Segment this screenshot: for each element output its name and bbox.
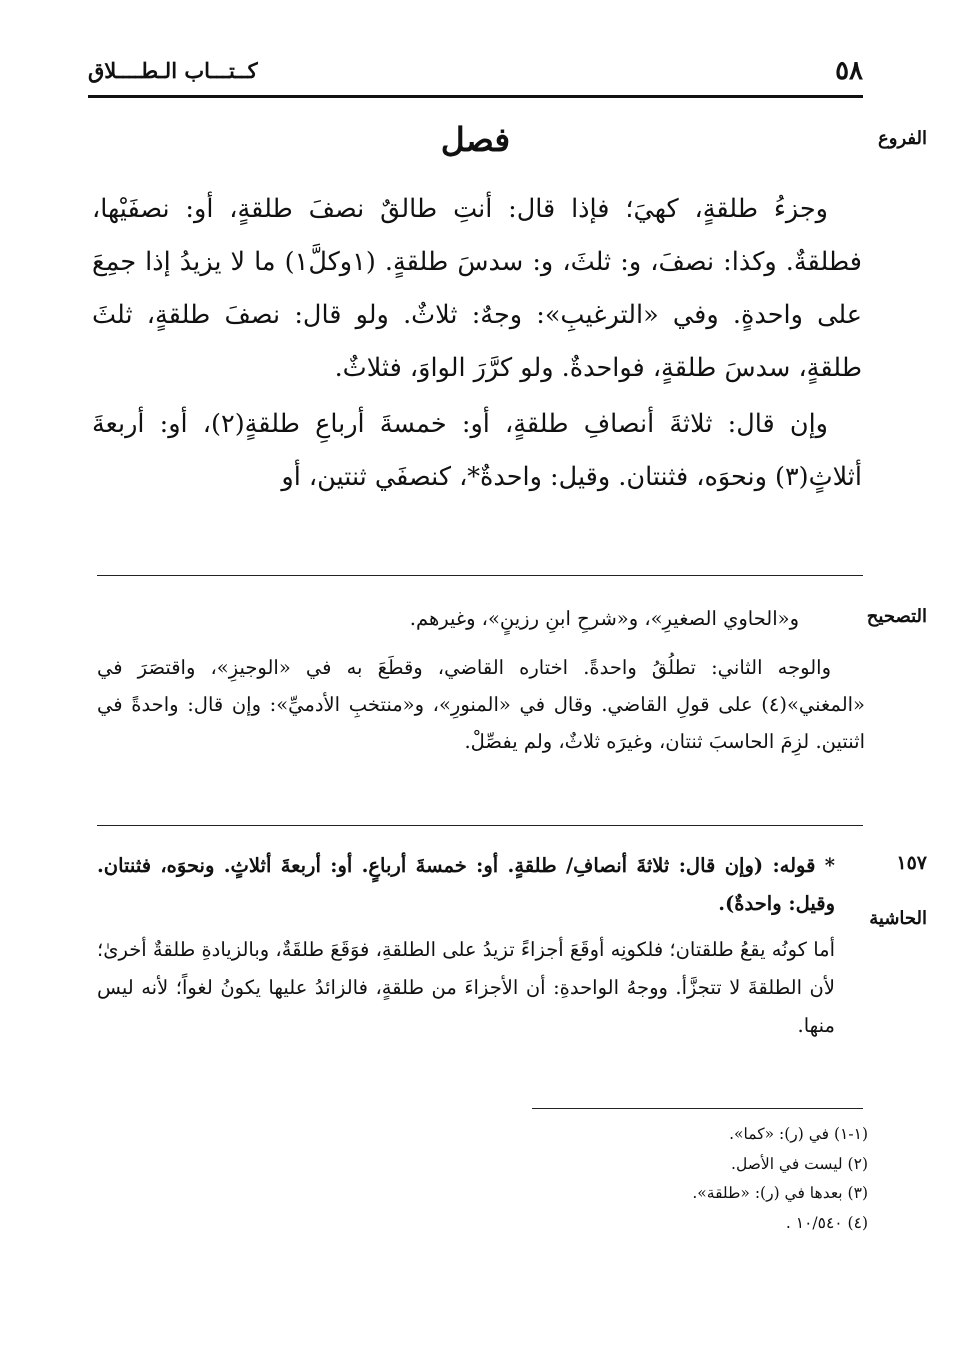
footnote: (٣) بعدها في (ر): «طلقة». (692, 1184, 868, 1202)
tashih-paragraph-1: و«الحاوي الصغيرِ»، و«شرحِ ابنِ رزينٍ»، وغيرهم. (409, 607, 799, 630)
page-header (88, 52, 863, 92)
tashih-text (97, 600, 865, 760)
divider-main-tashih (97, 575, 863, 576)
tashih-paragraph-2: والوجه الثاني: تطلُقُ واحدةً. اختاره القاضي، وقطَعَ به في «الوجيزِ»، واقتصَرَ في «المغني»(٤) على قولِ القاضي. وقال في «المنورِ»، و«منتخبِ الأدميِّ»: وإن قال: واحدةً في اثنتين. لزِمَ الحاسبَ ثنتان، وغيرَه ثلاثٌ، ولم يفصِّلْ. (97, 656, 865, 753)
footnote-rule (532, 1108, 863, 1109)
page-number: ٥٨ (835, 56, 863, 86)
footnotes (532, 1120, 868, 1238)
section-title: فصل (440, 120, 511, 159)
hashiya-heading: * قوله: (وإن قال: ثلاثةَ أنصافِ/ طلقةٍ. أو: خمسةَ أرباعٍ. أو: أربعةَ أثلاثٍ. ونحوَه، فثنتان. وقيل: واحدةٌ). (97, 854, 835, 915)
footnote: (٤) ١٠/٥٤٠ . (785, 1213, 868, 1232)
footnote: (١-١) في (ر): «كما». (729, 1125, 868, 1143)
side-label-hashiya: الحاشية (869, 908, 927, 929)
main-paragraph-1: وجزءُ طلقةٍ، كهيَ؛ فإذا قال: أنتِ طالقٌ نصفَ طلقةٍ، أو: نصفَيْها، فطلقةٌ. وكذا: نصفَ، و: ثلثَ، و: سدسَ طلقةٍ. (١وكلَّ١) ما لا يزيدُ إذا جمِعَ على واحدةٍ. وفي «الترغيبِ»: وجهٌ: ثلاثٌ. ولو قال: نصفَ طلقةٍ، ثلثَ طلقةٍ، سدسَ طلقةٍ، فواحدةٌ. ولو كرَّرَ الواوَ، فثلاثٌ. (92, 194, 862, 383)
hashiya-body: أما كونُه يقعُ طلقتان؛ فلكونِه أوقَعَ أجزاءً تزيدُ على الطلقةِ، فوَقَعَ طلقَةٌ، وبالزيادةِ طلقةٌ أخرىٰ؛ لأن الطلقةَ لا تتجزَّأ. ووجهُ الواحدةِ: أن الأجزاءَ من طلقةٍ، فالزائدُ عليها يكونُ لغواً؛ لأنه ليس منها. (97, 938, 835, 1037)
side-label-tashih: التصحيح (866, 606, 927, 627)
hashiya-text (97, 847, 865, 1045)
book-title: كــتـــاب الـطــــلاق (88, 58, 258, 83)
main-text (92, 183, 862, 504)
hashiya-number: ١٥٧ (896, 852, 927, 874)
side-label-furoo: الفروع (878, 128, 927, 149)
footnote: (٢) ليست في الأصل. (731, 1154, 868, 1173)
main-paragraph-2: وإن قال: ثلاثةَ أنصافِ طلقةٍ، أو: خمسةَ أرباعِ طلقةٍ(٢)، أو: أربعةَ أثلاثٍ(٣) ونحوَه، فثنتان. وقيل: واحدةٌ*، كنصفَي ثنتين، أو (92, 409, 862, 492)
divider-tashih-hashiya (97, 825, 863, 826)
header-rule (88, 95, 863, 98)
